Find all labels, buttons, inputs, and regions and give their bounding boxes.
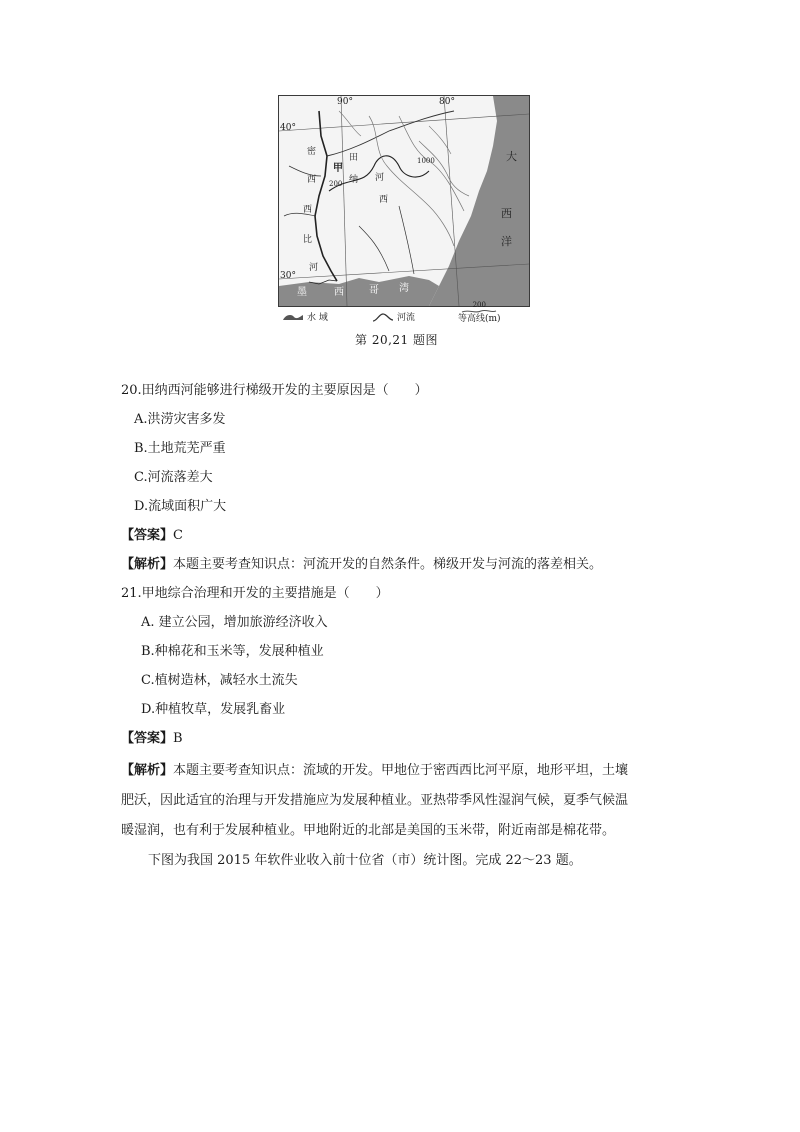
ohio-river: [327, 111, 454, 156]
mississippi-label: 河: [309, 263, 319, 273]
q20-option-a: A.洪涝灾害多发: [134, 412, 226, 427]
lon-line-90: [341, 96, 347, 306]
lon-label-90: 90°: [337, 97, 353, 107]
gulf-label: 湾: [399, 283, 409, 294]
legend-contour-value: 200: [472, 301, 486, 309]
analysis-tag: 【解析】: [121, 557, 174, 572]
q21-analysis-line-2: 肥沃，因此适宜的治理与开发措施应为发展种植业。亚热带季风性湿润气候，夏季气候温: [121, 793, 629, 808]
q20-analysis: [121, 557, 602, 573]
gulf-label: 哥: [369, 285, 379, 296]
legend-contour: [458, 301, 501, 324]
gulf-label: 西: [334, 287, 344, 298]
mississippi-label: 西: [307, 175, 317, 185]
jia-label: 甲: [333, 163, 343, 174]
mississippi-label: 密: [307, 147, 317, 157]
atlantic-label: 西: [501, 207, 512, 220]
map-figure: [278, 95, 530, 307]
q21-answer: [121, 731, 183, 747]
answer-value: C: [173, 528, 183, 543]
map-legend: [280, 301, 530, 326]
tennessee-label: 河: [375, 173, 385, 183]
answer-tag: 【答案】: [121, 731, 174, 746]
q21-analysis-line-3: 暖湿润，也有利于发展种植业。甲地附近的北部是美国的玉米带，附近南部是棉花带。: [121, 823, 616, 838]
lon-label-80: 80°: [439, 97, 455, 107]
map-drawing: [279, 96, 529, 306]
q21-option-b: B.种棉花和玉米等，发展种植业: [141, 644, 324, 659]
next-section-intro: 下图为我国 2015 年软件业收入前十位省（市）统计图。完成 22～23 题。: [148, 853, 582, 868]
figure-caption: 第 20,21 题图: [355, 333, 438, 347]
atlantic-label: 大: [506, 150, 517, 163]
lat-label-40: 40°: [280, 123, 296, 133]
q21-option-d: D.种植牧草，发展乳畜业: [141, 702, 286, 717]
q20-option-d: D.流域面积广大: [134, 499, 227, 514]
answer-value: B: [173, 731, 183, 746]
legend-river: [372, 310, 415, 323]
mississippi-river: [315, 111, 337, 281]
analysis-tag: 【解析】: [121, 763, 174, 778]
tennessee-label: 西: [379, 195, 389, 205]
atlantic-label: 洋: [501, 235, 512, 248]
mississippi-label: 西: [303, 205, 313, 215]
answer-tag: 【答案】: [121, 528, 174, 543]
q20-option-b: B.土地荒芜严重: [134, 441, 226, 456]
q20-answer: [121, 528, 183, 544]
q21-option-c: C.植树造林，减轻水土流失: [141, 673, 298, 688]
tennessee-label: 田: [349, 153, 359, 163]
water-icon: [282, 312, 304, 322]
mississippi-label: 比: [303, 235, 313, 245]
q20-option-c: C.河流落差大: [134, 470, 213, 485]
analysis-text: 本题主要考查知识点：河流开发的自然条件。梯级开发与河流的落差相关。: [173, 557, 603, 572]
contour-value: 1000: [417, 157, 435, 165]
atlantic-ocean: [429, 96, 529, 306]
contour-line: [419, 141, 469, 196]
q21-stem: 21.甲地综合治理和开发的主要措施是（ ）: [121, 586, 389, 601]
q20-stem: 20.田纳西河能够进行梯级开发的主要原因是（ ）: [121, 383, 428, 398]
tennessee-label: 纳: [349, 175, 359, 185]
q21-option-a: A. 建立公园，增加旅游经济收入: [141, 615, 328, 630]
legend-river-label: 河流: [397, 313, 416, 323]
lat-label-30: 30°: [280, 271, 296, 281]
gulf-label: 墨: [297, 287, 307, 298]
contour-value: 200: [329, 180, 343, 188]
lat-line-40: [279, 114, 529, 131]
analysis-text: 本题主要考查知识点：流域的开发。甲地位于密西西比河平原，地形平坦，土壤: [173, 763, 629, 778]
legend-contour-label: 等高线(m): [458, 314, 501, 324]
q21-analysis-line-1: [121, 763, 628, 779]
legend-water: [282, 310, 328, 323]
river-icon: [372, 312, 394, 322]
legend-water-label: 水 域: [307, 313, 328, 323]
